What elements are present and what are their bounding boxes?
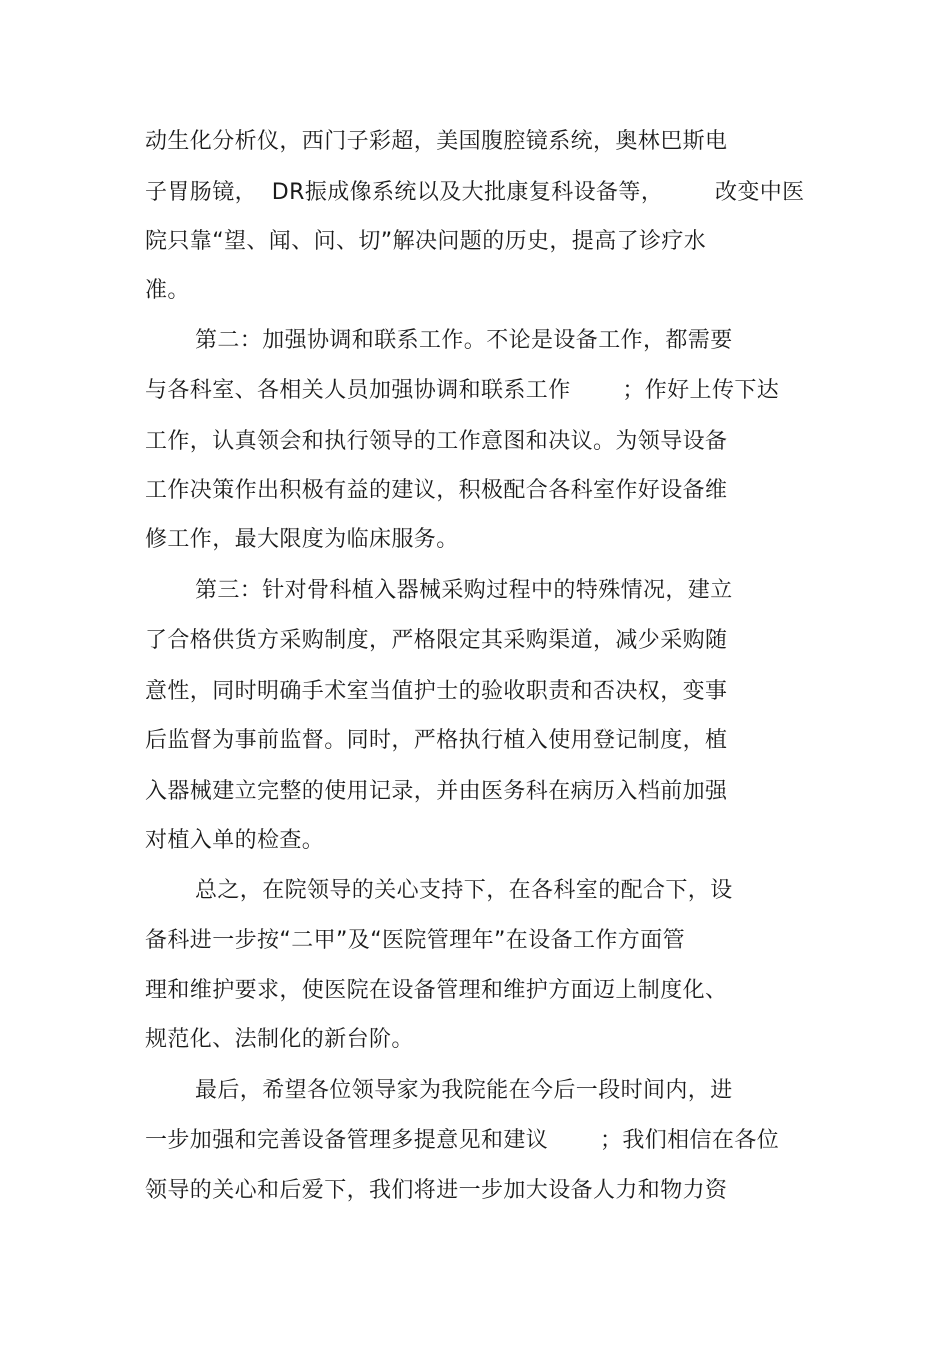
text-line: 工作，认真领会和执行领导的工作意图和决议。为领导设备	[145, 429, 728, 454]
text-line: 一步加强和完善设备管理多提意见和建议 ；我们相信在各位	[145, 1128, 780, 1153]
text-line: 动生化分析仪，西门子彩超，美国腹腔镜系统，奥林巴斯电	[145, 129, 728, 154]
text-line: 子胃肠镜， DR振成像系统以及大批康复科设备等， 改变中医	[145, 180, 805, 205]
text-line: 准。	[145, 278, 190, 303]
text-line: 意性，同时明确手术室当值护士的验收职责和否决权，变事	[145, 679, 728, 704]
paragraph-start-line: 第三：针对骨科植入器械采购过程中的特殊情况，建立	[195, 578, 733, 603]
paragraph-start-line: 总之，在院领导的关心支持下，在各科室的配合下，设	[195, 878, 733, 903]
paragraph-start-line: 最后，希望各位领导家为我院能在今后一段时间内，进	[195, 1078, 733, 1103]
text-line: 后监督为事前监督。同时，严格执行植入使用登记制度，植	[145, 728, 728, 753]
text-line: 修工作，最大限度为临床服务。	[145, 527, 459, 552]
text-line: 备科进一步按“二甲”及“医院管理年”在设备工作方面管	[145, 928, 685, 953]
paragraph-start-line: 第二：加强协调和联系工作。不论是设备工作，都需要	[195, 328, 733, 353]
text-line: 了合格供货方采购制度，严格限定其采购渠道，减少采购随	[145, 628, 728, 653]
text-line: 工作决策作出积极有益的建议，积极配合各科室作好设备维	[145, 478, 728, 503]
text-line: 入器械建立完整的使用记录，并由医务科在病历入档前加强	[145, 779, 728, 804]
text-line: 规范化、法制化的新台阶。	[145, 1027, 414, 1052]
text-line: 领导的关心和后爱下，我们将进一步加大设备人力和物力资	[145, 1178, 728, 1203]
text-line: 与各科室、各相关人员加强协调和联系工作 ；作好上传下达	[145, 378, 780, 403]
text-line: 对植入单的检查。	[145, 828, 325, 853]
text-line: 院只靠“望、闻、问、切”解决问题的历史，提高了诊疗水	[145, 229, 707, 254]
text-line: 理和维护要求，使医院在设备管理和维护方面迈上制度化、	[145, 978, 728, 1003]
